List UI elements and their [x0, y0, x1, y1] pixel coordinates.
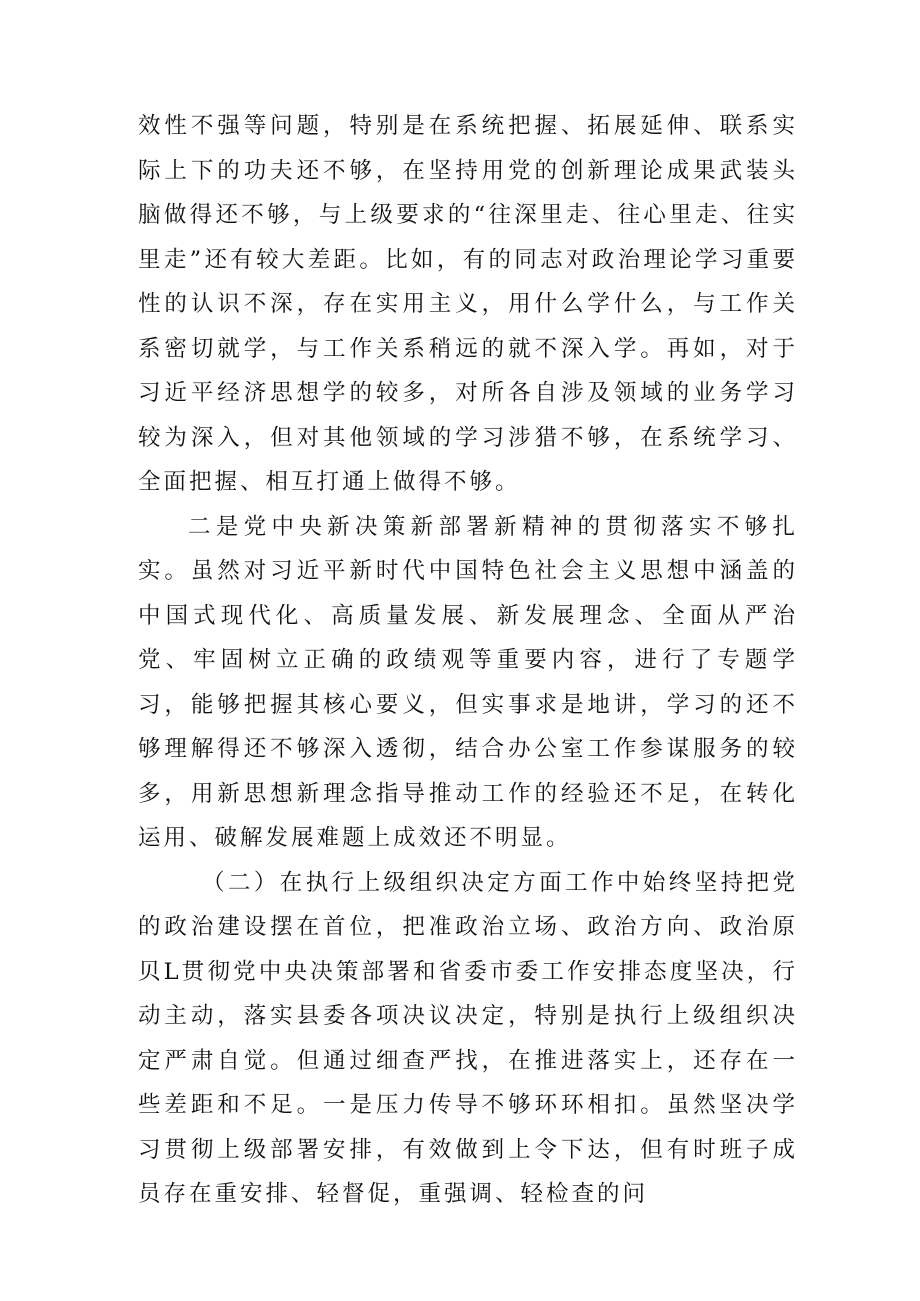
document-body	[138, 104, 798, 1217]
paragraph-executing-decisions: （二）在执行上级组织决定方面工作中始终坚持把党的政治建设摆在首位，把准政治立场、政治方向、政治原贝L贯彻党中央决策部署和省委市委工作安排态度坚决，行动主动，落实县委各项决议决定，特别是执行上级组织决定严肃自觉。但通过细查严找，在推进落实上，还存在一些差距和不足。一是压力传导不够环环相扣。虽然坚决学习贯彻上级部署安排，有效做到上令下达，但有时班子成员存在重安排、轻督促，重强调、轻检查的问	[138, 869, 798, 1207]
paragraph-implementation-gaps: 二是党中央新决策新部署新精神的贯彻落实不够扎实。虽然对习近平新时代中国特色社会主义思想中涵盖的中国式现代化、高质量发展、新发展理念、全面从严治党、牢固树立正确的政绩观等重要内容，进行了专题学习，能够把握其核心要义，但实事求是地讲，学习的还不够理解得还不够深入透彻，结合办公室工作参谋服务的较多，用新思想新理念指导推动工作的经验还不足，在转化运用、破解发展难题上成效还不明显。	[138, 513, 798, 851]
paragraph-theory-study-gaps: 效性不强等问题，特别是在系统把握、拓展延伸、联系实际上下的功夫还不够，在坚持用党的创新理论成果武装头脑做得还不够，与上级要求的“往深里走、往心里走、往实里走”还有较大差距。比如，有的同志对政治理论学习重要性的认识不深，存在实用主义，用什么学什么，与工作关系密切就学，与工作关系稍远的就不深入学。再如，对于习近平经济思想学的较多，对所各自涉及领域的业务学习较为深入，但对其他领域的学习涉猎不够，在系统学习、全面把握、相互打通上做得不够。	[138, 113, 798, 495]
